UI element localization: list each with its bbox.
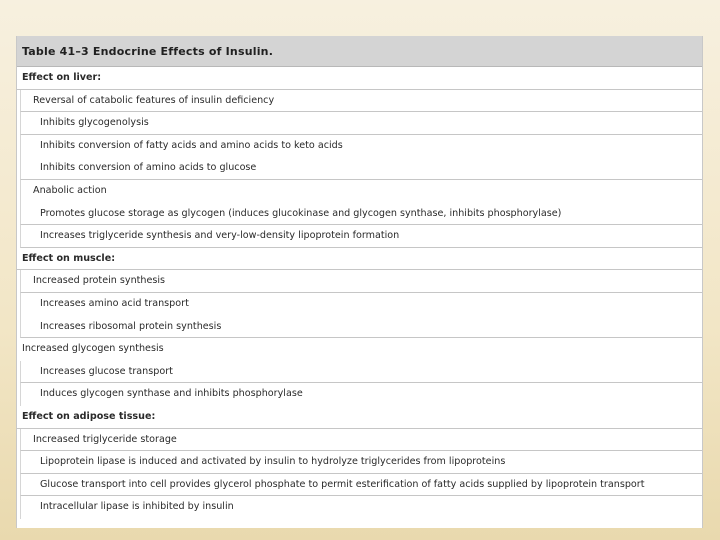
- table-row: [20, 135, 703, 158]
- row-text: Anabolic action: [33, 184, 107, 196]
- table-row: [20, 203, 703, 226]
- section-header-row: [17, 248, 703, 271]
- row-text: Inhibits conversion of amino acids to glucose: [40, 162, 257, 174]
- table-title: Table 41–3 Endocrine Effects of Insulin.: [17, 36, 703, 67]
- row-text: Effect on liver:: [22, 72, 102, 83]
- row-text: Increased protein synthesis: [33, 275, 166, 287]
- table-row: [20, 383, 703, 406]
- table-row: [20, 316, 703, 339]
- row-text: Glucose transport into cell provides glycerol phosphate to permit esterification of fatty acids supplied by lipoprotein transport: [40, 478, 645, 490]
- row-text: Increases glucose transport: [40, 365, 173, 377]
- table-body: [17, 67, 703, 519]
- table-row: [20, 293, 703, 316]
- row-text: Effect on adipose tissue:: [22, 410, 156, 422]
- table-row: [20, 474, 703, 497]
- row-text: Lipoprotein lipase is induced and activated by insulin to hydrolyze triglycerides from lipoproteins: [40, 456, 506, 468]
- row-text: Increases triglyceride synthesis and very-low-density lipoprotein formation: [40, 230, 400, 242]
- table-row: [20, 451, 703, 474]
- table-row: [20, 90, 703, 113]
- table-row: [17, 338, 703, 361]
- table-row: [20, 157, 703, 180]
- row-text: Increases ribosomal protein synthesis: [40, 320, 222, 332]
- table-row: [20, 270, 703, 293]
- table-row: [20, 112, 703, 135]
- table-row: [20, 361, 703, 384]
- row-text: Increased glycogen synthesis: [22, 343, 164, 355]
- row-text: Inhibits glycogenolysis: [40, 117, 149, 129]
- insulin-effects-table: [16, 36, 703, 528]
- section-header-row: [17, 67, 703, 90]
- row-text: Promotes glucose storage as glycogen (induces glucokinase and glycogen synthase, inhibits phosphorylase): [40, 207, 562, 219]
- row-text: Effect on muscle:: [22, 252, 116, 264]
- table-row: [20, 225, 703, 248]
- row-text: Increased triglyceride storage: [33, 433, 177, 445]
- table-row: [20, 429, 703, 452]
- row-text: Intracellular lipase is inhibited by insulin: [40, 501, 234, 513]
- table-right-border: [702, 36, 703, 528]
- section-header-row: [17, 406, 703, 429]
- table-row: [20, 496, 703, 519]
- table-row: [20, 180, 703, 203]
- row-text: Reversal of catabolic features of insulin deficiency: [33, 94, 275, 106]
- row-text: Induces glycogen synthase and inhibits phosphorylase: [40, 388, 303, 400]
- row-text: Inhibits conversion of fatty acids and amino acids to keto acids: [40, 139, 343, 151]
- row-text: Increases amino acid transport: [40, 297, 189, 309]
